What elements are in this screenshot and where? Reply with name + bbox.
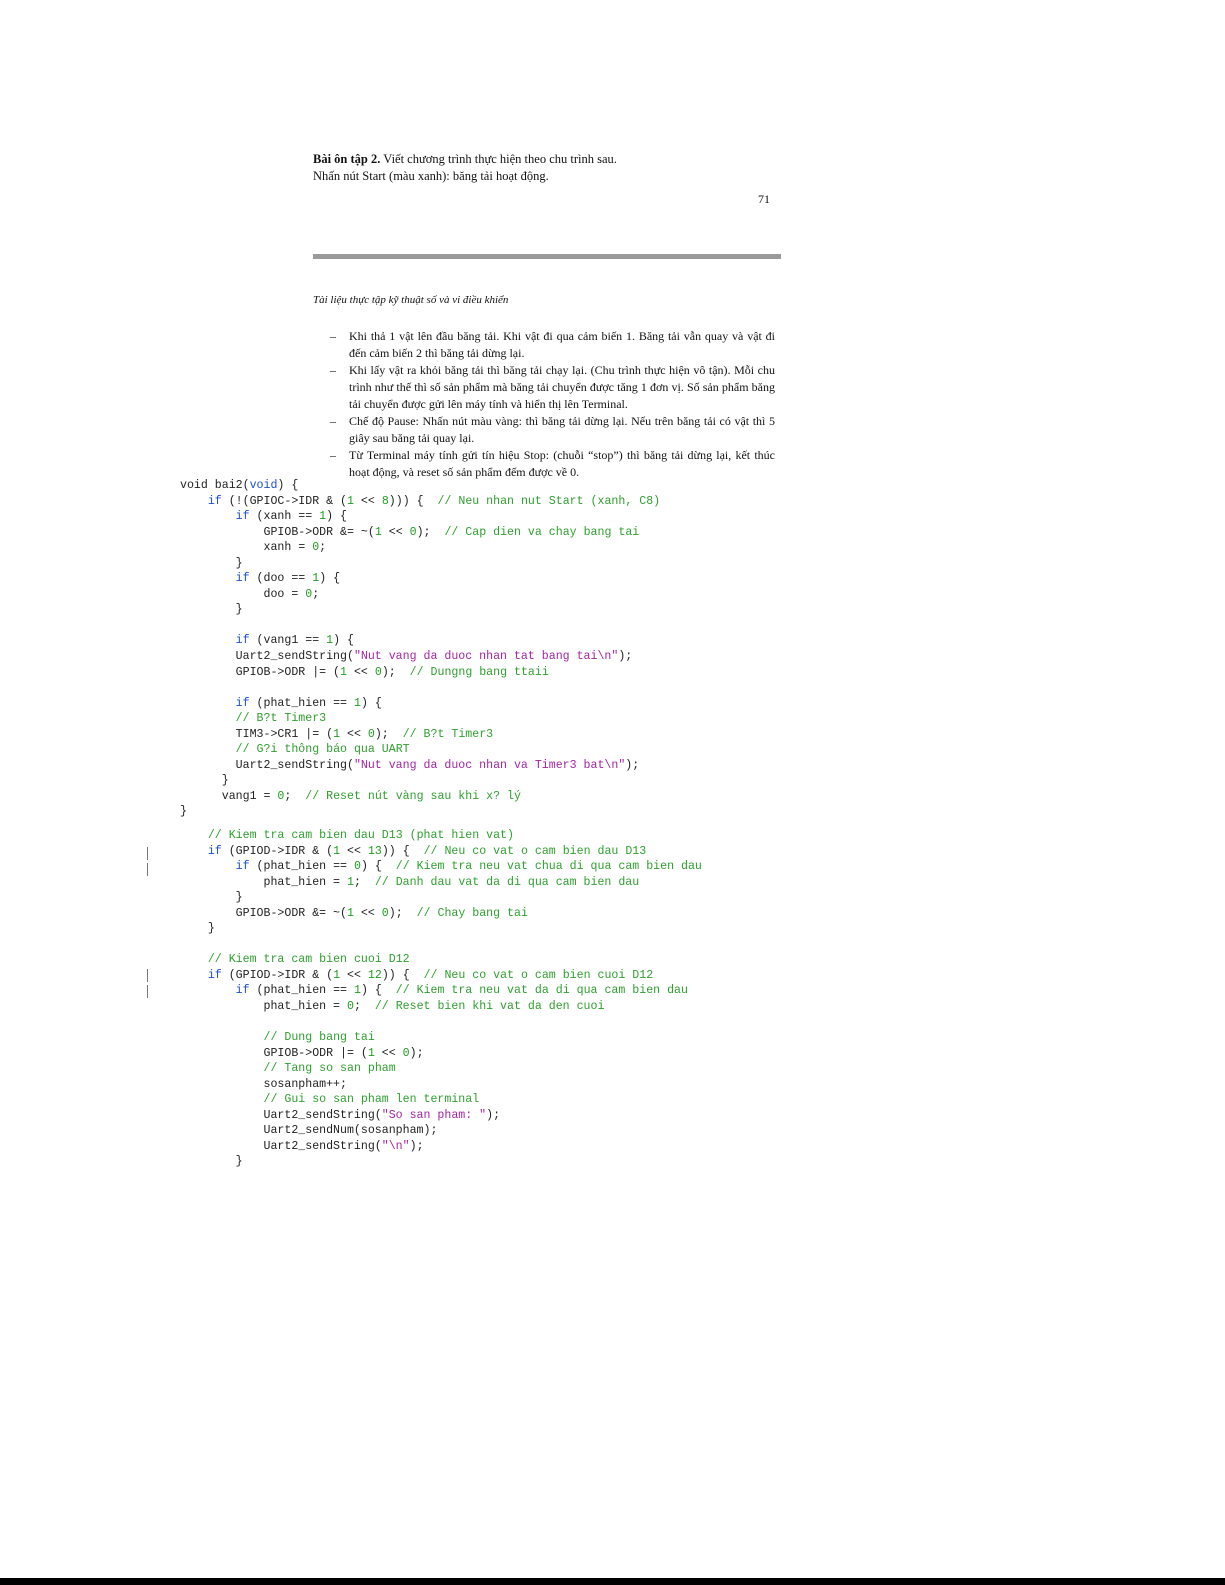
code-keyword: if	[235, 572, 250, 586]
code-text: (phat_hien ==	[249, 984, 354, 998]
code-line	[180, 557, 243, 570]
code-line	[180, 1140, 424, 1153]
list-item-text: Khi lấy vật ra khỏi băng tải thì băng tải chạy lại. (Chu trình thực hiện vô tận). Mỗi chu trình như thế thì số sản phẩm mà băng tải chuyển được tăng 1 đơn vị. Số sản phẩm băng tải chuyển được gửi lên máy tính và hiển thị lên Terminal.	[349, 363, 775, 411]
code-line	[180, 1031, 375, 1044]
code-line	[180, 526, 639, 539]
code-number: 1	[353, 984, 361, 998]
code-line	[180, 603, 243, 616]
code-text: (phat_hien ==	[249, 696, 354, 710]
code-text: phat_hien =	[180, 1000, 347, 1014]
code-line	[180, 759, 639, 772]
code-line	[180, 907, 528, 920]
code-text: );	[388, 906, 417, 920]
page-divider	[313, 254, 781, 259]
code-line	[180, 953, 410, 966]
code-line	[180, 922, 215, 935]
exercise-title-bold: Bài ôn tập 2.	[313, 152, 381, 166]
code-comment: // Kiem tra cam bien cuoi D12	[207, 953, 410, 967]
code-number: 1	[346, 906, 354, 920]
code-text	[180, 1093, 264, 1106]
code-comment: // Kiem tra neu vat chua di qua cam bien dau	[395, 860, 702, 874]
code-text: }	[180, 805, 187, 819]
code-line	[180, 666, 549, 679]
code-text: }	[180, 556, 243, 570]
code-text: );	[625, 758, 640, 772]
code-number: 8	[381, 494, 389, 508]
margin-mark	[147, 969, 148, 982]
code-line	[180, 1078, 347, 1091]
code-comment: // Reset bien khi vat da den cuoi	[374, 1000, 605, 1014]
code-text: );	[409, 1046, 424, 1060]
code-line	[180, 634, 354, 647]
bullet-dash: –	[330, 448, 336, 462]
code-text: ))) {	[388, 494, 438, 508]
code-line	[180, 650, 632, 663]
bullet-dash: –	[330, 363, 336, 377]
code-text: ;	[319, 541, 327, 555]
code-text: ) {	[333, 634, 354, 648]
exercise-title-rest: Viết chương trình thực hiện theo chu trình sau.	[380, 152, 617, 166]
code-keyword: if	[235, 634, 250, 648]
code-number: 1	[333, 727, 341, 741]
code-number: 1	[353, 696, 361, 710]
code-line	[180, 805, 187, 818]
margin-mark	[147, 985, 148, 998]
code-text: <<	[340, 968, 368, 982]
code-text: GPIOB->ODR |= (	[180, 1046, 368, 1060]
code-comment: // Kiem tra neu vat da di qua cam bien dau	[395, 984, 688, 998]
code-number: 1	[319, 510, 327, 524]
code-text: ) {	[326, 510, 348, 524]
code-line	[180, 510, 347, 523]
code-line	[180, 572, 340, 585]
code-line	[180, 1062, 396, 1075]
code-number: 0	[402, 1046, 410, 1060]
code-line	[180, 588, 319, 601]
code-text: ) {	[360, 860, 396, 874]
code-text: void bai2(	[180, 479, 250, 492]
code-text: <<	[381, 525, 410, 539]
code-text: );	[486, 1108, 501, 1122]
code-text: xanh =	[180, 541, 313, 555]
code-number: 1	[312, 572, 320, 586]
code-number: 1	[333, 844, 341, 858]
code-number: 0	[409, 525, 417, 539]
exercise-title	[313, 151, 617, 168]
code-text: Uart2_sendString(	[180, 758, 354, 772]
code-comment: // Gui so san pham len terminal	[263, 1093, 480, 1107]
code-number: 1	[374, 525, 382, 539]
code-text: Uart2_sendString(	[180, 1139, 382, 1153]
code-line	[180, 743, 410, 756]
code-text: ;	[284, 789, 306, 803]
code-line	[180, 984, 688, 997]
code-text: );	[374, 727, 403, 741]
code-comment: // Tang so san pham	[263, 1062, 396, 1076]
code-number: 1	[333, 968, 341, 982]
list-item	[330, 328, 775, 362]
code-comment: // Neu co vat o cam bien dau D13	[423, 844, 647, 858]
code-text: );	[409, 1139, 424, 1153]
code-text: );	[416, 525, 445, 539]
code-line	[180, 1047, 424, 1060]
code-text	[180, 634, 236, 647]
code-line	[180, 1000, 604, 1013]
code-line	[180, 479, 298, 492]
code-comment: // Dungng bang ttaii	[409, 665, 549, 679]
code-number: 12	[367, 968, 382, 982]
code-line	[180, 774, 229, 787]
code-text: <<	[347, 665, 375, 679]
code-comment: // B?t Timer3	[402, 727, 494, 741]
code-number: 0	[277, 789, 285, 803]
code-block-bai2	[180, 478, 660, 820]
code-text	[180, 984, 236, 997]
list-item-text: Chế độ Pause: Nhấn nút màu vàng: thì băng tải dừng lại. Nếu trên băng tải có vật thì 5 giây sau băng tải quay lại.	[349, 414, 775, 445]
code-text: <<	[340, 844, 368, 858]
code-line	[180, 1155, 243, 1168]
code-line	[180, 495, 660, 508]
code-text: vang1 =	[180, 789, 278, 803]
code-keyword: if	[207, 494, 222, 508]
code-line	[180, 728, 493, 741]
code-text: TIM3->CR1 |= (	[180, 727, 334, 741]
margin-mark	[147, 863, 148, 876]
code-text: GPIOB->ODR |= (	[180, 665, 341, 679]
code-text	[180, 829, 208, 842]
code-number: 0	[305, 587, 313, 601]
code-number: 13	[367, 844, 382, 858]
code-string: "\n"	[381, 1139, 410, 1153]
code-text	[180, 845, 208, 858]
code-comment: // Neu co vat o cam bien cuoi D12	[423, 968, 654, 982]
code-number: 0	[367, 727, 375, 741]
code-comment: // Reset nút vàng sau khi x? lý	[305, 789, 521, 803]
code-number: 1	[340, 665, 347, 679]
code-number: 1	[346, 875, 354, 889]
code-comment: // Neu nhan nut Start (xanh, C8)	[437, 494, 661, 508]
code-text: GPIOB->ODR &= ~(	[180, 906, 347, 920]
document-header: Tài liệu thực tập kỹ thuật số và vi điều khiển	[313, 294, 509, 306]
code-text: ) {	[277, 479, 299, 492]
code-text: );	[618, 650, 633, 664]
code-text	[180, 969, 208, 982]
code-text: (GPIOD->IDR & (	[221, 844, 334, 858]
code-line	[180, 829, 514, 842]
bullet-dash: –	[330, 414, 336, 428]
code-keyword: if	[235, 860, 250, 874]
code-string: "Nut vang da duoc nhan va Timer3 bat\n"	[353, 758, 626, 772]
list-item	[330, 447, 775, 481]
code-number: 1	[347, 494, 354, 508]
code-string: "Nut vang da duoc nhan tat bang tai\n"	[353, 650, 619, 664]
code-line	[180, 876, 639, 889]
code-text: <<	[353, 494, 382, 508]
code-number: 0	[346, 1000, 354, 1014]
code-text: );	[381, 665, 410, 679]
code-text: (vang1 ==	[249, 634, 327, 648]
code-keyword: if	[207, 844, 222, 858]
code-text: Uart2_sendString(	[180, 650, 354, 664]
code-text	[180, 697, 236, 710]
code-block-sensors	[180, 828, 702, 1170]
code-comment: // G?i thông báo qua UART	[235, 743, 410, 757]
bottom-edge-bar	[0, 1578, 1225, 1585]
code-text: <<	[353, 906, 382, 920]
code-text: (!(GPIOC->IDR & (	[221, 494, 347, 508]
margin-mark	[147, 847, 148, 860]
page-number: 71	[758, 192, 770, 206]
code-text	[180, 1062, 264, 1075]
code-line	[180, 1093, 479, 1106]
code-text: }	[180, 1155, 243, 1169]
code-text	[180, 743, 236, 756]
exercise-heading	[313, 151, 617, 185]
code-number: 0	[381, 906, 389, 920]
code-text	[180, 510, 236, 523]
code-number: 0	[312, 541, 320, 555]
bullet-dash: –	[330, 329, 336, 343]
code-line	[180, 712, 326, 725]
code-text: <<	[340, 727, 368, 741]
code-text: (phat_hien ==	[249, 860, 354, 874]
list-item-text: Từ Terminal máy tính gửi tín hiệu Stop: (chuỗi “stop”) thì băng tải dừng lại, kết thúc hoạt động, và reset số sản phẩm đếm được về 0.	[349, 448, 775, 479]
code-number: 1	[367, 1046, 375, 1060]
code-comment: // Dung bang tai	[263, 1031, 375, 1045]
code-text: ;	[312, 587, 320, 601]
code-text: }	[180, 603, 243, 617]
code-keyword: void	[249, 479, 278, 492]
code-text: <<	[374, 1046, 403, 1060]
list-item-text: Khi thả 1 vật lên đầu băng tải. Khi vật đi qua cảm biến 1. Băng tải vẫn quay và vật đi đến cảm biến 2 thì băng tải dừng lại.	[349, 329, 775, 360]
code-line	[180, 969, 653, 982]
code-number: 0	[353, 860, 361, 874]
code-line	[180, 790, 521, 803]
code-line	[180, 891, 243, 904]
code-text: ) {	[360, 696, 382, 710]
code-text	[180, 953, 208, 966]
code-text: GPIOB->ODR &= ~(	[180, 525, 375, 539]
code-keyword: if	[235, 696, 250, 710]
code-keyword: if	[207, 968, 222, 982]
code-text: }	[180, 774, 229, 788]
code-keyword: if	[235, 984, 250, 998]
code-string: "So san pham: "	[381, 1108, 487, 1122]
code-text	[180, 1031, 264, 1044]
code-comment: // Cap dien va chay bang tai	[444, 525, 640, 539]
code-text: ;	[353, 875, 375, 889]
code-text: (GPIOD->IDR & (	[221, 968, 334, 982]
exercise-subtitle: Nhấn nút Start (màu xanh): băng tải hoạt động.	[313, 169, 549, 183]
code-text	[180, 495, 208, 508]
list-item	[330, 413, 775, 447]
code-text: (doo ==	[249, 572, 313, 586]
code-line	[180, 860, 702, 873]
requirement-list	[330, 328, 775, 481]
code-line	[180, 845, 646, 858]
code-number: 0	[374, 665, 382, 679]
code-line	[180, 697, 382, 710]
code-text	[180, 572, 236, 585]
code-text: ) {	[319, 572, 341, 586]
code-text: sosanpham++;	[180, 1077, 347, 1091]
code-number: 1	[326, 634, 334, 648]
code-text: }	[180, 891, 243, 905]
code-text: )) {	[381, 844, 424, 858]
code-text: Uart2_sendString(	[180, 1108, 382, 1122]
code-text	[180, 712, 236, 725]
code-text	[180, 860, 236, 873]
code-comment: // Chay bang tai	[416, 906, 528, 920]
code-text: Uart2_sendNum(sosanpham);	[180, 1124, 438, 1138]
code-comment: // Danh dau vat da di qua cam bien dau	[374, 875, 640, 889]
code-text: ) {	[360, 984, 396, 998]
code-text: (xanh ==	[249, 510, 320, 524]
code-line	[180, 1124, 437, 1137]
code-keyword: if	[235, 510, 250, 524]
code-comment: // Kiem tra cam bien dau D13 (phat hien vat)	[207, 829, 514, 842]
code-text: }	[180, 922, 215, 936]
code-line	[180, 541, 326, 554]
list-item	[330, 362, 775, 413]
code-comment: // B?t Timer3	[235, 712, 327, 726]
code-text: )) {	[381, 968, 424, 982]
code-text: doo =	[180, 587, 306, 601]
code-line	[180, 1109, 500, 1122]
code-text: phat_hien =	[180, 875, 347, 889]
code-text: ;	[353, 1000, 375, 1014]
